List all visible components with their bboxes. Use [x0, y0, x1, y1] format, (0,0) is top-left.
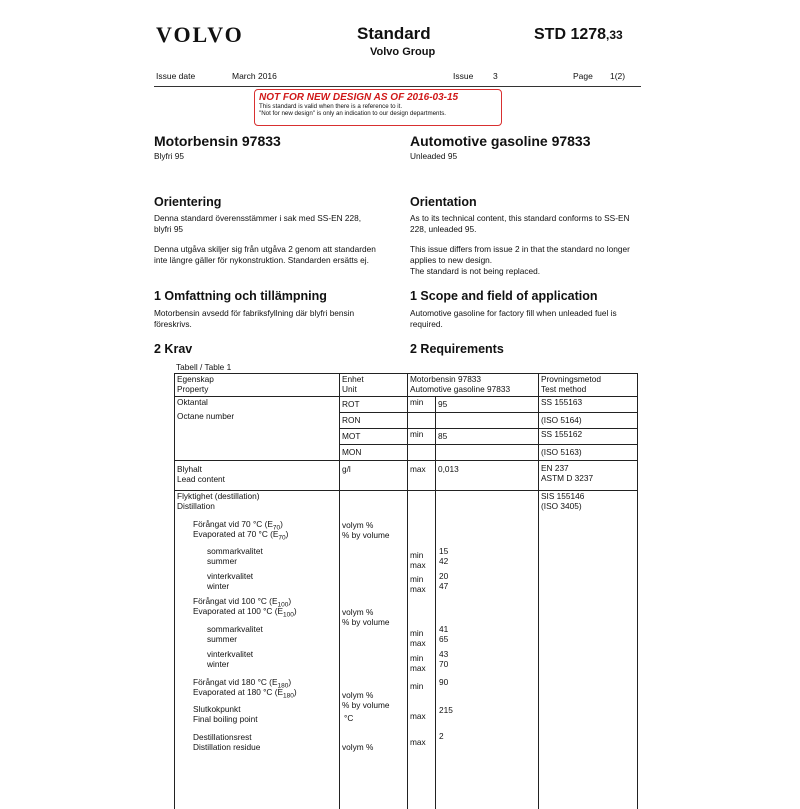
residue-value: 2	[439, 731, 444, 741]
subtitle-sv: Blyfri 95	[154, 151, 184, 161]
e180-unit-en: % by volume	[342, 700, 390, 710]
orientation-p2-sv: Denna utgåva skiljer sig från utgåva 2 genom att standarden inte längre gäller för nykonstruktion. Standarden ersätts ej.	[154, 244, 379, 265]
octane-label-sv: Oktantal	[177, 397, 337, 407]
fbp-max: max	[410, 711, 426, 721]
header-unit-en: Unit	[342, 384, 405, 394]
distillation-method-2: (ISO 3405)	[541, 501, 582, 511]
header-property-en: Property	[177, 384, 337, 394]
section-1-text-en: Automotive gasoline for factory fill when unleaded fuel is required.	[410, 308, 642, 329]
title-sv: Motorbensin 97833	[154, 133, 281, 149]
volvo-logo: VOLVO	[156, 22, 244, 48]
e180-label-en: Evaporated at 180 °C $(E_{180})$	[193, 687, 297, 702]
method-mon: (ISO 5163)	[539, 445, 638, 461]
table-caption: Tabell / Table 1	[176, 362, 231, 372]
lead-label-sv: Blyhalt	[177, 464, 337, 474]
organization: Volvo Group	[370, 46, 435, 58]
section-2-heading-en: 2 Requirements	[410, 342, 504, 356]
header-divider	[154, 86, 641, 87]
lead-method-1: EN 237	[541, 463, 635, 473]
e100-unit-en: % by volume	[342, 617, 390, 627]
limit-rot: min	[408, 397, 436, 413]
orientation-heading-sv: Orientering	[154, 195, 221, 209]
e100-winter-min-value: 43	[439, 649, 448, 659]
title-en: Automotive gasoline 97833	[410, 133, 591, 149]
e70-summer-min-value: 15	[439, 546, 448, 556]
e100-summer-en: summer	[207, 634, 237, 644]
method-ron: (ISO 5164)	[539, 413, 638, 429]
issue-date: March 2016	[232, 71, 277, 81]
table-header-row	[175, 374, 638, 397]
e100-summer-min-value: 41	[439, 624, 448, 634]
e70-label-en: Evaporated at 70 °C $(E_{70})$	[193, 529, 288, 544]
octane-label-en: Octane number	[177, 411, 337, 421]
e180-value: 90	[439, 677, 448, 687]
e100-winter-min: min	[410, 653, 423, 663]
notice-line-1: This standard is valid when there is a reference to it.	[259, 103, 497, 110]
value-mot: 85	[436, 429, 539, 445]
lead-limit: max	[408, 461, 436, 491]
unit-mot: MOT	[340, 429, 408, 445]
orientation-p1-sv: Denna standard överensstämmer i sak med SS-EN 228, blyfri 95	[154, 213, 379, 234]
lead-label-en: Lead content	[177, 474, 337, 484]
header-gasoline-en: Automotive gasoline 97833	[410, 384, 536, 394]
e100-summer-min: min	[410, 628, 423, 638]
requirements-table	[174, 373, 638, 809]
e70-summer-max: max	[410, 560, 426, 570]
limit-mot: min	[408, 429, 436, 445]
standard-number: STD 1278,33	[534, 26, 623, 44]
section-1-heading-sv: 1 Omfattning och tillämpning	[154, 289, 327, 303]
e70-summer-min: min	[410, 550, 423, 560]
e100-summer-max-value: 65	[439, 634, 448, 644]
table-row	[175, 397, 638, 413]
fbp-label-sv: Slutkokpunkt	[193, 704, 241, 714]
e180-label-sv: Förångat vid 180 °C $(E_{180})$	[193, 677, 291, 692]
unit-rot: ROT	[340, 397, 408, 413]
issue-date-label: Issue date	[156, 71, 195, 81]
orientation-p1-en: As to its technical content, this standard conforms to SS-EN 228, unleaded 95.	[410, 213, 640, 234]
method-mot: SS 155162	[539, 429, 638, 445]
e70-winter-sv: vinterkvalitet	[207, 571, 253, 581]
e70-winter-max-value: 47	[439, 581, 448, 591]
document-type: Standard	[357, 24, 431, 44]
orientation-heading-en: Orientation	[410, 195, 477, 209]
not-for-new-design-notice	[254, 89, 502, 126]
header-gasoline-sv: Motorbensin 97833	[410, 374, 536, 384]
e100-winter-max-value: 70	[439, 659, 448, 669]
orientation-p2-en: This issue differs from issue 2 in that the standard no longer applies to new design.	[410, 244, 640, 265]
section-2-heading-sv: 2 Krav	[154, 342, 192, 356]
e70-label-sv: Förångat vid 70 °C $(E_{70})$	[193, 519, 283, 534]
fbp-unit: °C	[344, 713, 353, 723]
residue-unit: volym %	[342, 742, 373, 752]
lead-unit: g/l	[340, 461, 408, 491]
header-property-sv: Egenskap	[177, 374, 337, 384]
method-rot: SS 155163	[539, 397, 638, 413]
e100-winter-sv: vinterkvalitet	[207, 649, 253, 659]
header-method-en: Test method	[541, 384, 635, 394]
notice-line-2: "Not for new design" is only an indication to our design departments.	[259, 110, 497, 117]
page-label: Page	[573, 71, 593, 81]
fbp-label-en: Final boiling point	[193, 714, 258, 724]
issue-label: Issue	[453, 71, 473, 81]
e70-unit-sv: volym %	[342, 520, 373, 530]
e70-summer-en: summer	[207, 556, 237, 566]
lead-method-2: ASTM D 3237	[541, 473, 635, 483]
distillation-method-1: SIS 155146	[541, 491, 584, 501]
e70-winter-max: max	[410, 584, 426, 594]
unit-mon: MON	[340, 445, 408, 461]
residue-max: max	[410, 737, 426, 747]
e70-winter-en: winter	[207, 581, 229, 591]
header-method-sv: Provningsmetod	[541, 374, 635, 384]
orientation-p3-en: The standard is not being replaced.	[410, 266, 640, 277]
e100-summer-max: max	[410, 638, 426, 648]
e100-winter-max: max	[410, 663, 426, 673]
table-row	[175, 461, 638, 491]
residue-label-sv: Destillationsrest	[193, 732, 252, 742]
subtitle-en: Unleaded 95	[410, 151, 457, 161]
distillation-label-en: Distillation	[177, 501, 215, 511]
e180-min: min	[410, 681, 423, 691]
e100-unit-sv: volym %	[342, 607, 373, 617]
residue-label-en: Distillation residue	[193, 742, 260, 752]
section-1-heading-en: 1 Scope and field of application	[410, 289, 598, 303]
e100-label-en: Evaporated at 100 °C $(E_{100})$	[193, 606, 297, 621]
page-number: 1(2)	[610, 71, 625, 81]
e100-label-sv: Förångat vid 100 °C $(E_{100})$	[193, 596, 291, 611]
unit-ron: RON	[340, 413, 408, 429]
e70-winter-min: min	[410, 574, 423, 584]
notice-headline: NOT FOR NEW DESIGN AS OF 2016-03-15	[259, 92, 497, 103]
header-unit-sv: Enhet	[342, 374, 405, 384]
e70-summer-sv: sommarkvalitet	[207, 546, 263, 556]
e100-summer-sv: sommarkvalitet	[207, 624, 263, 634]
value-rot: 95	[436, 397, 539, 413]
e100-winter-en: winter	[207, 659, 229, 669]
table-row	[175, 491, 638, 809]
e180-unit-sv: volym %	[342, 690, 373, 700]
e70-winter-min-value: 20	[439, 571, 448, 581]
e70-summer-max-value: 42	[439, 556, 448, 566]
fbp-value: 215	[439, 705, 453, 715]
lead-value: 0,013	[436, 461, 539, 491]
distillation-label-sv: Flyktighet (destillation)	[177, 491, 260, 501]
issue-number: 3	[493, 71, 498, 81]
section-1-text-sv: Motorbensin avsedd för fabriksfyllning där blyfri bensin föreskrivs.	[154, 308, 379, 329]
e70-unit-en: % by volume	[342, 530, 390, 540]
